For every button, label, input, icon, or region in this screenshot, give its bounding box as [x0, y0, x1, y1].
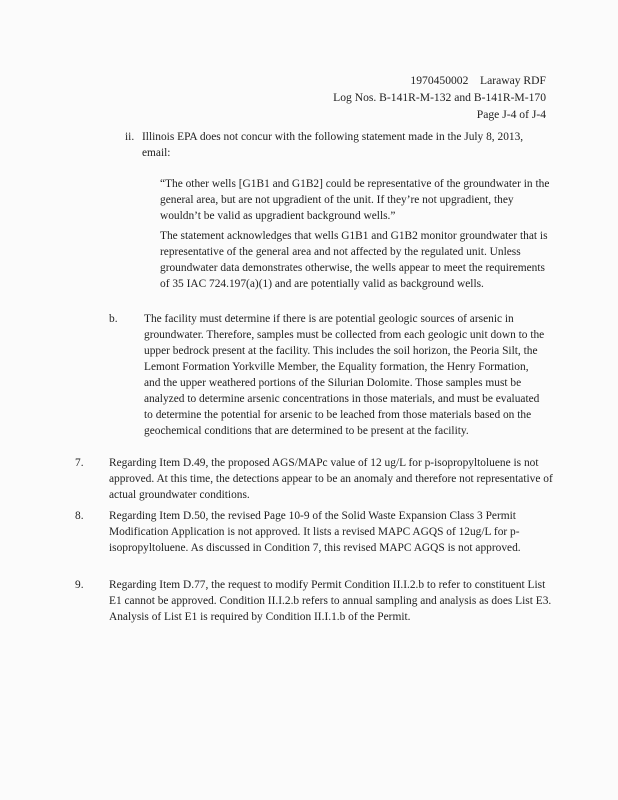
item-7-text: Regarding Item D.49, the proposed AGS/MAPc value of 12 ug/L for p-isopropyltoluene is not approved. At this time, the detections appear to be an anomaly and therefore not representative of actual groundwater conditions. — [109, 457, 553, 501]
item-b-text: The facility must determine if there is are potential geologic sources of arsenic in groundwater. Therefore, samples must be collected from each geologic unit down to the upper bedrock present at the facility. This includes the soil horizon, the Peoria Silt, the Lemont Formation Yorkville Member, the Equality formation, the Henry Formation, and the upper weathered portions of the Silurian Dolomite. Those samples must be analyzed to determine arsenic concentrations in those materials, and must be evaluated to determine the potential for arsenic to be leached from those materials based on the geochemical conditions that are determined to be present at the facility. — [144, 313, 545, 437]
quoted-email-statement: “The other wells [G1B1 and G1B2] could be representative of the groundwater in the general area, but are not upgradient of the unit. If they’re not upgradient, they wouldn’t be valid as upgradient background wells.” — [160, 178, 550, 222]
sub-item-ii-marker: ii. — [125, 131, 135, 143]
item-8-text: Regarding Item D.50, the revised Page 10-9 of the Solid Waste Expansion Class 3 Permit Modification Application is not approved. It lists a revised MAPC AGQS of 12ug/L for p-isopropyltoluene. As discussed in Condition 7, this revised MAPC AGQS is not approved. — [109, 510, 521, 554]
sub-item-ii-text: Illinois EPA does not concur with the following statement made in the July 8, 2013, email: — [142, 131, 524, 159]
statement-paragraph: The statement acknowledges that wells G1B1 and G1B2 monitor groundwater that is representative of the general area and not affected by the regulated unit. Unless groundwater data demonstrates otherwise, the wells appear to meet the requirements of 35 IAC 724.197(a)(1) and are potentially valid as background wells. — [160, 230, 548, 290]
log-numbers-line: Log Nos. B-141R-M-132 and B-141R-M-170 — [333, 91, 546, 104]
item-9-number: 9. — [75, 579, 84, 591]
item-b-marker: b. — [109, 313, 118, 325]
facility-id-line: 1970450002 Laraway RDF — [410, 74, 546, 87]
item-7-number: 7. — [75, 457, 84, 469]
item-9-text: Regarding Item D.77, the request to modify Permit Condition II.I.2.b to refer to constituent List E1 cannot be approved. Condition II.I.2.b refers to annual sampling and analysis as does List E3. Analysis of List E1 is required by Condition II.I.1.b of the Permit. — [109, 579, 552, 623]
page-header — [333, 72, 546, 123]
page-number-line: Page J-4 of J-4 — [476, 108, 546, 121]
item-8-number: 8. — [75, 510, 84, 522]
